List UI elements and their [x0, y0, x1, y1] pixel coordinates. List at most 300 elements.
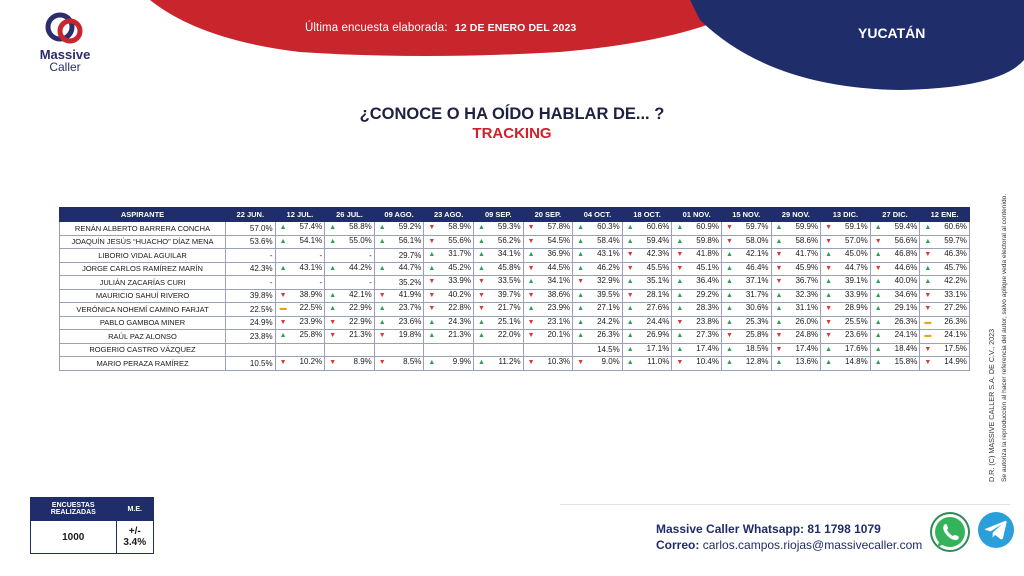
percentage-value: 25.3% — [745, 316, 769, 326]
column-header-date: 22 JUN. — [226, 208, 276, 222]
value-cell — [870, 343, 920, 357]
value-cell — [374, 289, 424, 303]
percentage-value: 42.1% — [745, 249, 769, 259]
percentage-value: 26.3% — [597, 330, 620, 340]
value-cell — [325, 357, 375, 371]
trend-down-icon: ▼ — [775, 264, 783, 272]
trend-up-icon: ▲ — [279, 224, 287, 232]
value-cell — [672, 303, 722, 317]
trend-up-icon: ▲ — [775, 318, 783, 326]
value-cell — [374, 343, 424, 357]
percentage-value: 32.3% — [795, 289, 819, 299]
trend-down-icon: ▼ — [874, 264, 882, 272]
percentage-value: 58.4% — [597, 235, 620, 245]
value-cell — [473, 330, 523, 344]
value-cell — [573, 357, 623, 371]
trend-up-icon: ▲ — [477, 264, 485, 272]
value-cell — [672, 262, 722, 276]
percentage-value: 45.8% — [497, 262, 521, 272]
me-value: +/- 3.4% — [116, 521, 154, 554]
percentage-value: 12.8% — [745, 357, 769, 367]
trend-up-icon: ▲ — [577, 291, 585, 299]
trend-down-icon: ▼ — [725, 237, 733, 245]
value-cell — [573, 289, 623, 303]
value-cell — [226, 316, 276, 330]
percentage-value: 45.0% — [845, 249, 868, 259]
value-cell — [622, 343, 672, 357]
value-cell — [920, 316, 970, 330]
survey-label: Última encuesta elaborada: — [305, 22, 448, 34]
percentage-value: 34.6% — [894, 289, 918, 299]
percentage-value: 33.5% — [497, 276, 521, 286]
candidate-name: RAÚL PAZ ALONSO — [60, 330, 226, 344]
percentage-value: 17.4% — [696, 343, 719, 353]
trend-down-icon: ▼ — [874, 237, 882, 245]
trend-down-icon: ▼ — [676, 251, 684, 259]
value-cell — [325, 262, 375, 276]
value-cell — [821, 330, 871, 344]
value-cell — [771, 249, 821, 263]
percentage-value: 9.9% — [452, 357, 471, 367]
percentage-value: 44.5% — [547, 262, 571, 272]
value-cell — [424, 330, 474, 344]
column-header-date: 12 JUL. — [275, 208, 325, 222]
value-cell — [523, 357, 573, 371]
trend-down-icon: ▼ — [329, 332, 337, 340]
trend-up-icon: ▲ — [725, 305, 733, 313]
percentage-value: 57.0% — [845, 235, 868, 245]
trend-up-icon: ▲ — [329, 305, 337, 313]
value-cell — [424, 262, 474, 276]
trend-up-icon: ▲ — [874, 332, 882, 340]
percentage-value: 53.6% — [249, 237, 273, 247]
table-row — [60, 276, 970, 290]
trend-up-icon: ▲ — [825, 359, 833, 367]
percentage-value: 15.8% — [894, 357, 918, 367]
percentage-value: 45.5% — [646, 262, 670, 272]
percentage-value: 25.1% — [497, 316, 521, 326]
value-cell — [275, 303, 325, 317]
value-cell — [473, 276, 523, 290]
trend-down-icon: ▼ — [775, 345, 783, 353]
percentage-value: 29.1% — [894, 303, 918, 313]
table-row — [60, 343, 970, 357]
trend-up-icon: ▲ — [577, 251, 585, 259]
percentage-value: 10.3% — [547, 357, 571, 367]
trend-down-icon: ▼ — [527, 332, 535, 340]
percentage-value: 28.9% — [845, 303, 868, 313]
percentage-value: 14.9% — [944, 357, 967, 367]
trend-up-icon: ▲ — [279, 264, 287, 272]
percentage-value: 39.5% — [597, 289, 620, 299]
value-cell — [473, 357, 523, 371]
candidate-name: PABLO GAMBOA MINER — [60, 316, 226, 330]
trend-down-icon: ▼ — [477, 278, 485, 286]
trend-down-icon: ▼ — [279, 291, 287, 299]
percentage-value: 22.8% — [448, 303, 471, 313]
trend-up-icon: ▲ — [626, 332, 634, 340]
value-cell — [226, 276, 276, 290]
value-cell — [821, 262, 871, 276]
brand-line2: Caller — [49, 60, 81, 74]
trend-up-icon: ▲ — [577, 224, 585, 232]
percentage-value: 46.8% — [894, 249, 918, 259]
value-cell — [920, 276, 970, 290]
value-cell — [473, 289, 523, 303]
value-cell — [920, 303, 970, 317]
percentage-value: 25.8% — [299, 330, 323, 340]
trend-down-icon: ▼ — [428, 278, 436, 286]
value-cell — [325, 303, 375, 317]
value-cell — [821, 276, 871, 290]
percentage-value: 27.6% — [646, 303, 670, 313]
value-cell — [523, 235, 573, 249]
trend-up-icon: ▲ — [378, 224, 386, 232]
value-cell — [573, 330, 623, 344]
percentage-value: 24.2% — [597, 316, 620, 326]
trend-up-icon: ▲ — [874, 224, 882, 232]
trend-up-icon: ▲ — [874, 359, 882, 367]
percentage-value: 57.8% — [547, 222, 571, 232]
percentage-value: 24.9% — [249, 318, 273, 328]
value-cell — [920, 357, 970, 371]
value-cell — [374, 222, 424, 236]
percentage-value: 40.0% — [894, 276, 918, 286]
trend-up-icon: ▲ — [676, 291, 684, 299]
percentage-value: 10.2% — [299, 357, 323, 367]
trend-up-icon: ▲ — [825, 345, 833, 353]
value-cell — [821, 343, 871, 357]
percentage-value: 41.7% — [795, 249, 819, 259]
value-cell — [622, 316, 672, 330]
trend-up-icon: ▲ — [477, 237, 485, 245]
value-cell — [870, 303, 920, 317]
trend-up-icon: ▲ — [626, 359, 634, 367]
value-cell — [275, 222, 325, 236]
column-header-date: 04 OCT. — [573, 208, 623, 222]
value-cell — [771, 235, 821, 249]
trend-up-icon: ▲ — [527, 251, 535, 259]
trend-down-icon: ▼ — [825, 237, 833, 245]
trend-up-icon: ▲ — [874, 345, 882, 353]
trend-down-icon: ▼ — [378, 332, 386, 340]
trend-up-icon: ▲ — [775, 359, 783, 367]
value-cell — [821, 357, 871, 371]
value-cell — [672, 343, 722, 357]
trend-up-icon: ▲ — [924, 264, 932, 272]
value-cell — [275, 330, 325, 344]
percentage-value: 32.9% — [597, 276, 620, 286]
value-cell — [920, 330, 970, 344]
percentage-value: 28.1% — [646, 289, 670, 299]
trend-up-icon: ▲ — [874, 278, 882, 286]
percentage-value: 30.6% — [745, 303, 769, 313]
trend-up-icon: ▲ — [725, 359, 733, 367]
value-cell — [523, 316, 573, 330]
trend-down-icon: ▼ — [924, 345, 932, 353]
percentage-value: 20.1% — [547, 330, 571, 340]
candidate-name: JOAQUÍN JESÚS “HUACHO” DÍAZ MENA — [60, 235, 226, 249]
percentage-value: 28.3% — [696, 303, 719, 313]
percentage-value: 42.3% — [249, 264, 273, 274]
value-cell — [275, 249, 325, 263]
percentage-value: 38.6% — [547, 289, 571, 299]
value-cell — [374, 262, 424, 276]
value-cell — [424, 276, 474, 290]
trend-up-icon: ▲ — [676, 345, 684, 353]
percentage-value: 40.2% — [448, 289, 471, 299]
trend-up-icon: ▲ — [329, 264, 337, 272]
stats-table — [30, 497, 154, 554]
email-link[interactable]: carlos.campos.riojas@massivecaller.com — [702, 538, 923, 552]
percentage-value: 22.9% — [349, 316, 372, 326]
trend-flat-icon: ▬ — [924, 332, 932, 340]
trend-up-icon: ▲ — [775, 224, 783, 232]
percentage-value: 38.9% — [299, 289, 323, 299]
percentage-value: 10.4% — [696, 357, 719, 367]
percentage-value: 34.1% — [497, 249, 521, 259]
percentage-value: 57.0% — [249, 223, 273, 233]
value-cell — [771, 330, 821, 344]
trend-up-icon: ▲ — [329, 224, 337, 232]
trend-down-icon: ▼ — [279, 359, 287, 367]
percentage-value: 54.1% — [299, 235, 323, 245]
percentage-value: - — [369, 250, 372, 260]
percentage-value: 56.2% — [497, 235, 521, 245]
surveys-value: 1000 — [31, 521, 117, 554]
trend-up-icon: ▲ — [775, 305, 783, 313]
percentage-value: 23.6% — [398, 316, 422, 326]
percentage-value: 59.2% — [398, 222, 422, 232]
value-cell — [821, 289, 871, 303]
trend-up-icon: ▲ — [924, 278, 932, 286]
trend-down-icon: ▼ — [577, 278, 585, 286]
trend-up-icon: ▲ — [874, 251, 882, 259]
percentage-value: 39.1% — [845, 276, 868, 286]
value-cell — [523, 276, 573, 290]
trend-up-icon: ▲ — [428, 318, 436, 326]
trend-up-icon: ▲ — [626, 224, 634, 232]
percentage-value: 18.5% — [745, 343, 769, 353]
copyright-line1: D.R. (C) MASSIVE CALLER S.A. DE C.V., 2023 — [987, 328, 996, 482]
candidate-name: MARIO PERAZA RAMÍREZ — [60, 357, 226, 371]
value-cell — [672, 330, 722, 344]
percentage-value: 42.3% — [646, 249, 670, 259]
column-header-date: 12 ENE. — [920, 208, 970, 222]
value-cell — [870, 249, 920, 263]
percentage-value: 58.0% — [745, 235, 769, 245]
value-cell — [226, 249, 276, 263]
percentage-value: 35.2% — [398, 277, 422, 287]
percentage-value: 41.9% — [398, 289, 422, 299]
trend-down-icon: ▼ — [924, 305, 932, 313]
value-cell — [424, 357, 474, 371]
value-cell — [821, 249, 871, 263]
trend-up-icon: ▲ — [676, 237, 684, 245]
page-title: ¿CONOCE O HA OÍDO HABLAR DE... ? — [359, 105, 665, 123]
value-cell — [473, 262, 523, 276]
percentage-value: 54.5% — [547, 235, 571, 245]
brand-line1: Massive — [39, 47, 91, 62]
percentage-value: 26.3% — [944, 316, 967, 326]
percentage-value: 26.9% — [646, 330, 670, 340]
copyright-line2: Se autoriza la reproducción al hacer referencia del autor, salvo aplique veda electoral al contenido. — [1001, 193, 1008, 482]
trend-down-icon: ▼ — [329, 318, 337, 326]
value-cell — [226, 330, 276, 344]
value-cell — [870, 289, 920, 303]
header-banner — [0, 0, 1024, 100]
percentage-value: 11.2% — [498, 357, 521, 367]
trend-down-icon: ▼ — [626, 264, 634, 272]
value-cell — [325, 249, 375, 263]
value-cell — [275, 276, 325, 290]
table-row — [60, 316, 970, 330]
percentage-value: 21.3% — [448, 330, 471, 340]
percentage-value: 39.7% — [497, 289, 521, 299]
percentage-value: 43.1% — [299, 262, 323, 272]
percentage-value: 46.3% — [944, 249, 967, 259]
navy-banner — [690, 0, 1024, 90]
value-cell — [325, 343, 375, 357]
value-cell — [275, 262, 325, 276]
percentage-value: - — [369, 277, 372, 287]
value-cell — [721, 276, 771, 290]
trend-down-icon: ▼ — [527, 359, 535, 367]
percentage-value: 8.9% — [353, 357, 372, 367]
copyright-notice — [982, 112, 1012, 482]
percentage-value: 25.8% — [745, 330, 769, 340]
percentage-value: 60.6% — [646, 222, 670, 232]
value-cell — [870, 222, 920, 236]
value-cell — [424, 289, 474, 303]
percentage-value: 59.8% — [696, 235, 719, 245]
value-cell — [374, 235, 424, 249]
trend-up-icon: ▲ — [428, 359, 436, 367]
trend-down-icon: ▼ — [527, 318, 535, 326]
trend-up-icon: ▲ — [378, 264, 386, 272]
whatsapp-icon[interactable] — [929, 511, 971, 553]
trend-flat-icon: ▬ — [924, 318, 932, 326]
trend-up-icon: ▲ — [825, 291, 833, 299]
trend-down-icon: ▼ — [676, 359, 684, 367]
value-cell — [374, 316, 424, 330]
column-header-date: 09 AGO. — [374, 208, 424, 222]
state-name: YUCATÁN — [858, 25, 926, 41]
percentage-value: 60.6% — [944, 222, 967, 232]
percentage-value: 8.5% — [403, 357, 422, 367]
value-cell — [573, 262, 623, 276]
trend-down-icon: ▼ — [775, 251, 783, 259]
value-cell — [325, 235, 375, 249]
table-row — [60, 303, 970, 317]
percentage-value: 59.9% — [795, 222, 819, 232]
trend-up-icon: ▲ — [775, 291, 783, 299]
percentage-value: 24.4% — [646, 316, 670, 326]
survey-date-value: 12 DE ENERO DEL 2023 — [454, 22, 577, 34]
percentage-value: 9.0% — [601, 357, 620, 367]
trend-flat-icon: ▬ — [279, 305, 287, 313]
percentage-value: 46.4% — [745, 262, 769, 272]
percentage-value: 45.7% — [944, 262, 967, 272]
trend-up-icon: ▲ — [924, 237, 932, 245]
surveys-label: ENCUESTAS REALIZADAS — [31, 498, 117, 521]
percentage-value: 23.9% — [299, 316, 323, 326]
value-cell — [721, 249, 771, 263]
column-header-date: 01 NOV. — [672, 208, 722, 222]
telegram-icon[interactable] — [977, 511, 1015, 549]
value-cell — [573, 222, 623, 236]
value-cell — [821, 235, 871, 249]
value-cell — [573, 235, 623, 249]
trend-up-icon: ▲ — [874, 305, 882, 313]
trend-down-icon: ▼ — [825, 305, 833, 313]
candidate-name: LIBORIO VIDAL AGUILAR — [60, 249, 226, 263]
trend-up-icon: ▲ — [725, 278, 733, 286]
trend-down-icon: ▼ — [775, 332, 783, 340]
percentage-value: 35.1% — [646, 276, 670, 286]
trend-up-icon: ▲ — [577, 318, 585, 326]
percentage-value: 33.1% — [944, 289, 967, 299]
percentage-value: 21.7% — [497, 303, 521, 313]
value-cell — [920, 235, 970, 249]
trend-down-icon: ▼ — [825, 332, 833, 340]
trend-down-icon: ▼ — [924, 291, 932, 299]
value-cell — [622, 235, 672, 249]
value-cell — [672, 235, 722, 249]
percentage-value: 14.8% — [845, 357, 868, 367]
tracking-table — [59, 207, 970, 371]
percentage-value: - — [319, 277, 323, 287]
trend-up-icon: ▲ — [825, 278, 833, 286]
table-row — [60, 289, 970, 303]
trend-up-icon: ▲ — [725, 318, 733, 326]
percentage-value: 19.8% — [398, 330, 422, 340]
trend-down-icon: ▼ — [825, 224, 833, 232]
value-cell — [523, 262, 573, 276]
candidate-name: MAURICIO SAHUÍ RIVERO — [60, 289, 226, 303]
percentage-value: 44.2% — [349, 262, 372, 272]
table-row — [60, 222, 970, 236]
trend-down-icon: ▼ — [825, 318, 833, 326]
percentage-value: 36.4% — [696, 276, 719, 286]
value-cell — [374, 276, 424, 290]
percentage-value: 33.9% — [448, 276, 471, 286]
percentage-value: 42.2% — [944, 276, 967, 286]
value-cell — [473, 235, 523, 249]
column-header-date: 23 AGO. — [424, 208, 474, 222]
trend-down-icon: ▼ — [329, 359, 337, 367]
percentage-value: 58.6% — [795, 235, 819, 245]
value-cell — [672, 316, 722, 330]
trend-down-icon: ▼ — [527, 291, 535, 299]
trend-up-icon: ▲ — [626, 237, 634, 245]
trend-down-icon: ▼ — [428, 224, 436, 232]
value-cell — [523, 343, 573, 357]
value-cell — [672, 276, 722, 290]
percentage-value: 31.7% — [745, 289, 769, 299]
value-cell — [672, 222, 722, 236]
percentage-value: 13.6% — [795, 357, 819, 367]
value-cell — [523, 289, 573, 303]
percentage-value: 18.4% — [894, 343, 918, 353]
value-cell — [523, 303, 573, 317]
trend-up-icon: ▲ — [626, 345, 634, 353]
trend-up-icon: ▲ — [577, 332, 585, 340]
value-cell — [771, 303, 821, 317]
table-header-row — [60, 208, 970, 222]
percentage-value: 17.4% — [795, 343, 819, 353]
value-cell — [771, 289, 821, 303]
